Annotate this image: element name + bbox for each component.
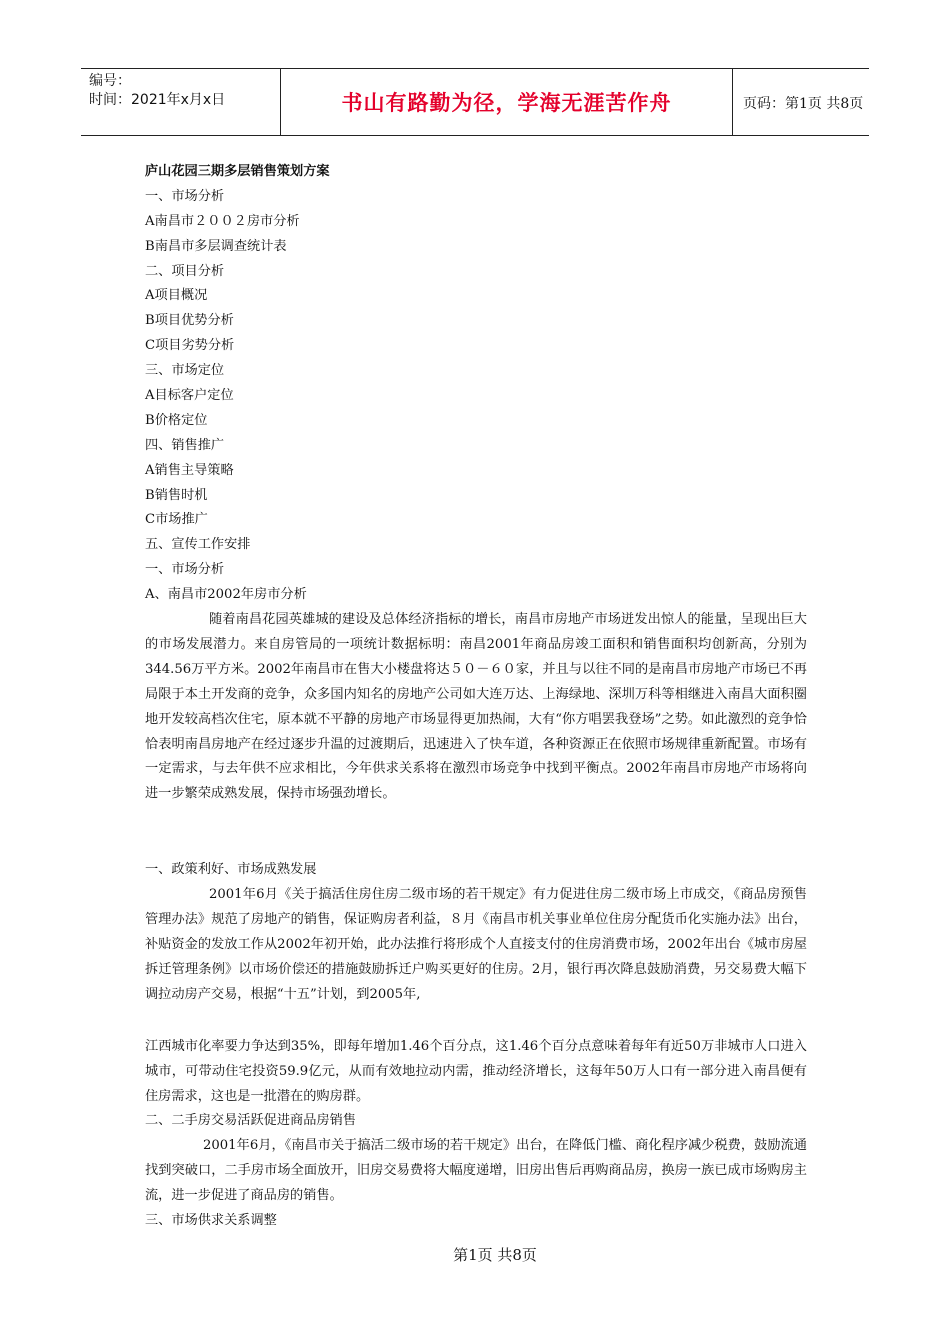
paragraph-spacer (145, 1008, 807, 1035)
paragraph-spacer (145, 807, 807, 858)
outline-item: A目标客户定位 (145, 388, 234, 404)
outline-item: B项目优势分析 (145, 313, 234, 329)
section-heading: 一、市场分析 (145, 562, 225, 578)
document-number-label: 编号： (89, 73, 131, 89)
body-paragraph: 江西城市化率要力争达到35%，即每年增加1.46个百分点，这1.46个百分点意味着每年有近50万非城市人口进入城市，可带动住宅投资59.9亿元，从而有效地拉动内需，推动经济增长，这每年50万人口有一部分进入南昌便有住房需求，这也是一批潜在的购房群。 (145, 1038, 807, 1104)
outline-item: C项目劣势分析 (145, 338, 235, 354)
header-page-code: 页码：第1页 共8页 (743, 96, 864, 112)
document-date-label: 时间：2021年x月x日 (89, 92, 226, 108)
page-footer: 第1页 共8页 (453, 1246, 537, 1264)
subsection-heading: A、南昌市2002年房市分析 (145, 587, 307, 603)
outline-item: A项目概况 (145, 288, 208, 304)
header-meta (81, 69, 281, 135)
header-motto: 书山有路勤为径，学海无涯苦作舟 (341, 91, 672, 115)
section-heading: 二、二手房交易活跃促进商品房销售 (145, 1113, 356, 1129)
body-paragraph: 随着南昌花园英雄城的建设及总体经济指标的增长，南昌市房地产市场迸发出惊人的能量，呈现出巨大的市场发展潜力。来自房管局的一项统计数据标明：南昌2001年商品房竣工面积和销售面积均创新高，分别为344.56万平方米。2002年南昌市在售大小楼盘将达５０－６０家，并且与以往不同的是南昌市房地产市场已不再局限于本土开发商的竞争，众多国内知名的房地产公司如大连万达、上海绿地、深圳万科等相继进入南昌大面积圈地开发较高档次住宅，原本就不平静的房地产市场显得更加热闹，大有“你方唱罢我登场”之势。如此激烈的竞争恰恰表明南昌房地产在经过逐步升温的过渡期后，迅速进入了快车道，各种资源正在依照市场规律重新配置。市场有一定需求，与去年供不应求相比，今年供求关系将在激烈市场竞争中找到平衡点。2002年南昌市房地产市场将向进一步繁荣成熟发展，保持市场强劲增长。 (145, 612, 807, 802)
outline-item: 四、销售推广 (145, 437, 225, 453)
outline-item: 三、市场定位 (145, 363, 225, 379)
outline-item: B价格定位 (145, 412, 208, 428)
page-header (81, 68, 869, 136)
document-title: 庐山花园三期多层销售策划方案 (145, 164, 330, 179)
outline-item: A销售主导策略 (145, 462, 234, 478)
outline-item: A南昌市２００２房市分析 (145, 213, 300, 229)
body-paragraph: 2001年6月，《南昌市关于搞活二级市场的若干规定》出台，在降低门槛、商化程序减少税费，鼓励流通找到突破口，二手房市场全面放开，旧房交易费将大幅度递增，旧房出售后再购商品房，换房一族已成市场购房主流，进一步促进了商品房的销售。 (145, 1138, 807, 1204)
outline-item: C市场推广 (145, 512, 208, 528)
outline-item: 一、市场分析 (145, 188, 225, 204)
body-paragraph: 2001年6月《关于搞活住房住房二级市场的若干规定》有力促进住房二级市场上市成交，《商品房预售管理办法》规范了房地产的销售，保证购房者利益，８月《南昌市机关事业单位住房分配货币化实施办法》出台，补贴资金的发放工作从2002年初开始，此办法推行将形成个人直接支付的住房消费市场，2002年出台《城市房屋拆迁管理条例》以市场价偿还的措施鼓励拆迁户购买更好的住房。2月，银行再次降息鼓励消费，另交易费大幅下调拉动房产交易，根据“十五”计划，到2005年, (145, 887, 807, 1002)
section-heading: 一、政策利好、市场成熟发展 (145, 862, 317, 878)
outline-item: B销售时机 (145, 487, 208, 503)
section-heading: 三、市场供求关系调整 (145, 1213, 277, 1229)
header-motto-cell (281, 69, 733, 135)
outline-item: B南昌市多层调查统计表 (145, 238, 287, 254)
outline-item: 五、宣传工作安排 (145, 537, 251, 553)
document-body (145, 160, 807, 1234)
outline-item: 二、项目分析 (145, 263, 225, 279)
